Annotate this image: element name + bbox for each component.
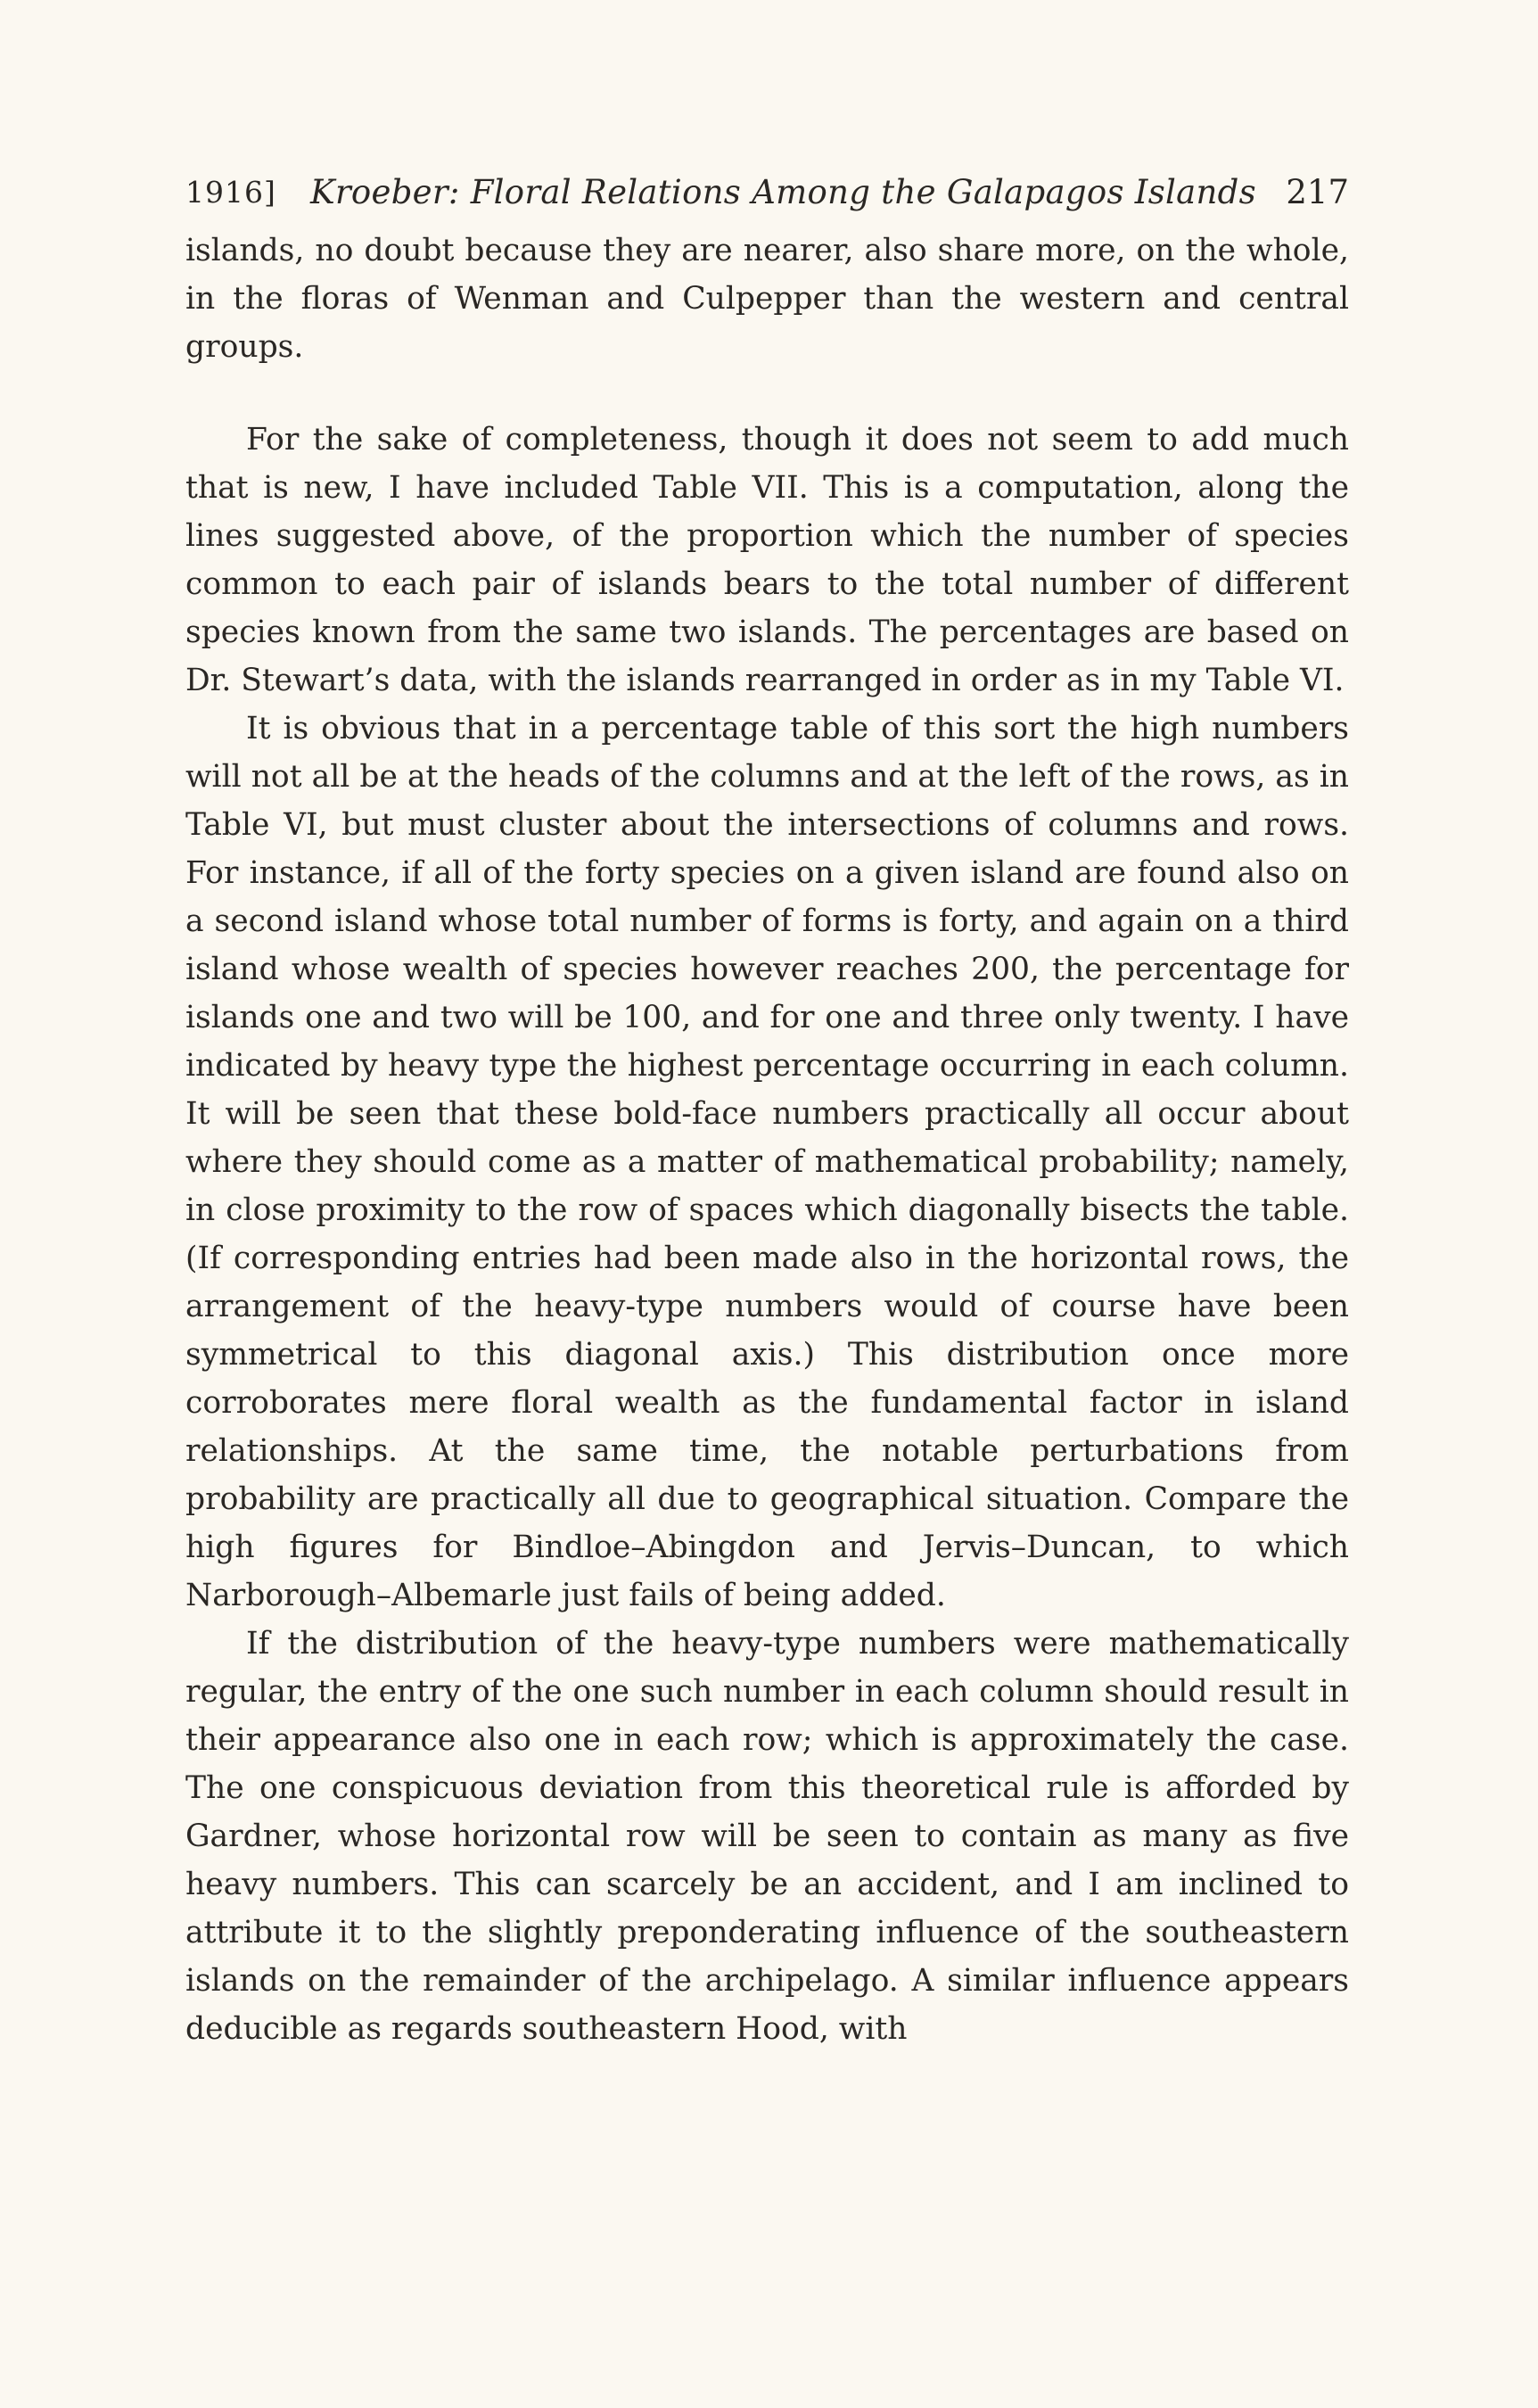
page-number: 217 <box>1286 173 1349 211</box>
body-text <box>185 227 1349 2053</box>
running-title: Kroeber: Floral Relations Among the Galapagos Islands <box>310 173 1256 211</box>
document-page <box>185 168 1349 2053</box>
paragraph: For the sake of completeness, though it does not seem to add much that is new, I have included Table VII. This is a computation, along the lines suggested above, of the proportion which the number of species common to each pair of islands bears to the total number of different species known from the same two islands. The percentages are based on Dr. Stewart’s data, with the islands rearranged in order as in my Table VI. <box>185 422 1349 698</box>
paragraph-continuation: islands, no doubt because they are nearer, also share more, on the whole, in the floras of Wenman and Culpepper than the western and central groups. <box>185 233 1349 365</box>
volume-year: 1916] <box>185 175 276 210</box>
paragraph: It is obvious that in a percentage table of this sort the high numbers will not all be at the heads of the columns and at the left of the rows, as in Table VI, but must cluster about the intersections of columns and rows. For instance, if all of the forty species on a given island are found also on a second island whose total number of forms is forty, and again on a third island whose wealth of species however reaches 200, the percentage for islands one and two will be 100, and for one and three only twenty. I have indicated by heavy type the highest percentage occurring in each column. It will be seen that these bold-face numbers practically all occur about where they should come as a matter of mathematical probability; namely, in close proximity to the row of spaces which diagonally bisects the table. (If corresponding entries had been made also in the horizontal rows, the arrangement of the heavy-type numbers would of course have been symmetrical to this diagonal axis.) This distribution once more corroborates mere floral wealth as the fundamental factor in island relationships. At the same time, the notable perturbations from probability are practically all due to geographical situation. Compare the high figures for Bindloe–Abingdon and Jervis–Duncan, to which Narborough–Albemarle just fails of being added. <box>185 711 1349 1613</box>
running-head <box>185 168 1349 218</box>
paragraph: If the distribution of the heavy-type numbers were mathematically regular, the entry of the one such number in each column should result in their appearance also one in each row; which is approximately the case. The one conspicuous deviation from this theoretical rule is afforded by Gardner, whose horizontal row will be seen to contain as many as five heavy numbers. This can scarcely be an accident, and I am inclined to attribute it to the slightly preponderating influence of the southeastern islands on the remainder of the archipelago. A similar influence appears deducible as regards southeastern Hood, with <box>185 1626 1349 2047</box>
